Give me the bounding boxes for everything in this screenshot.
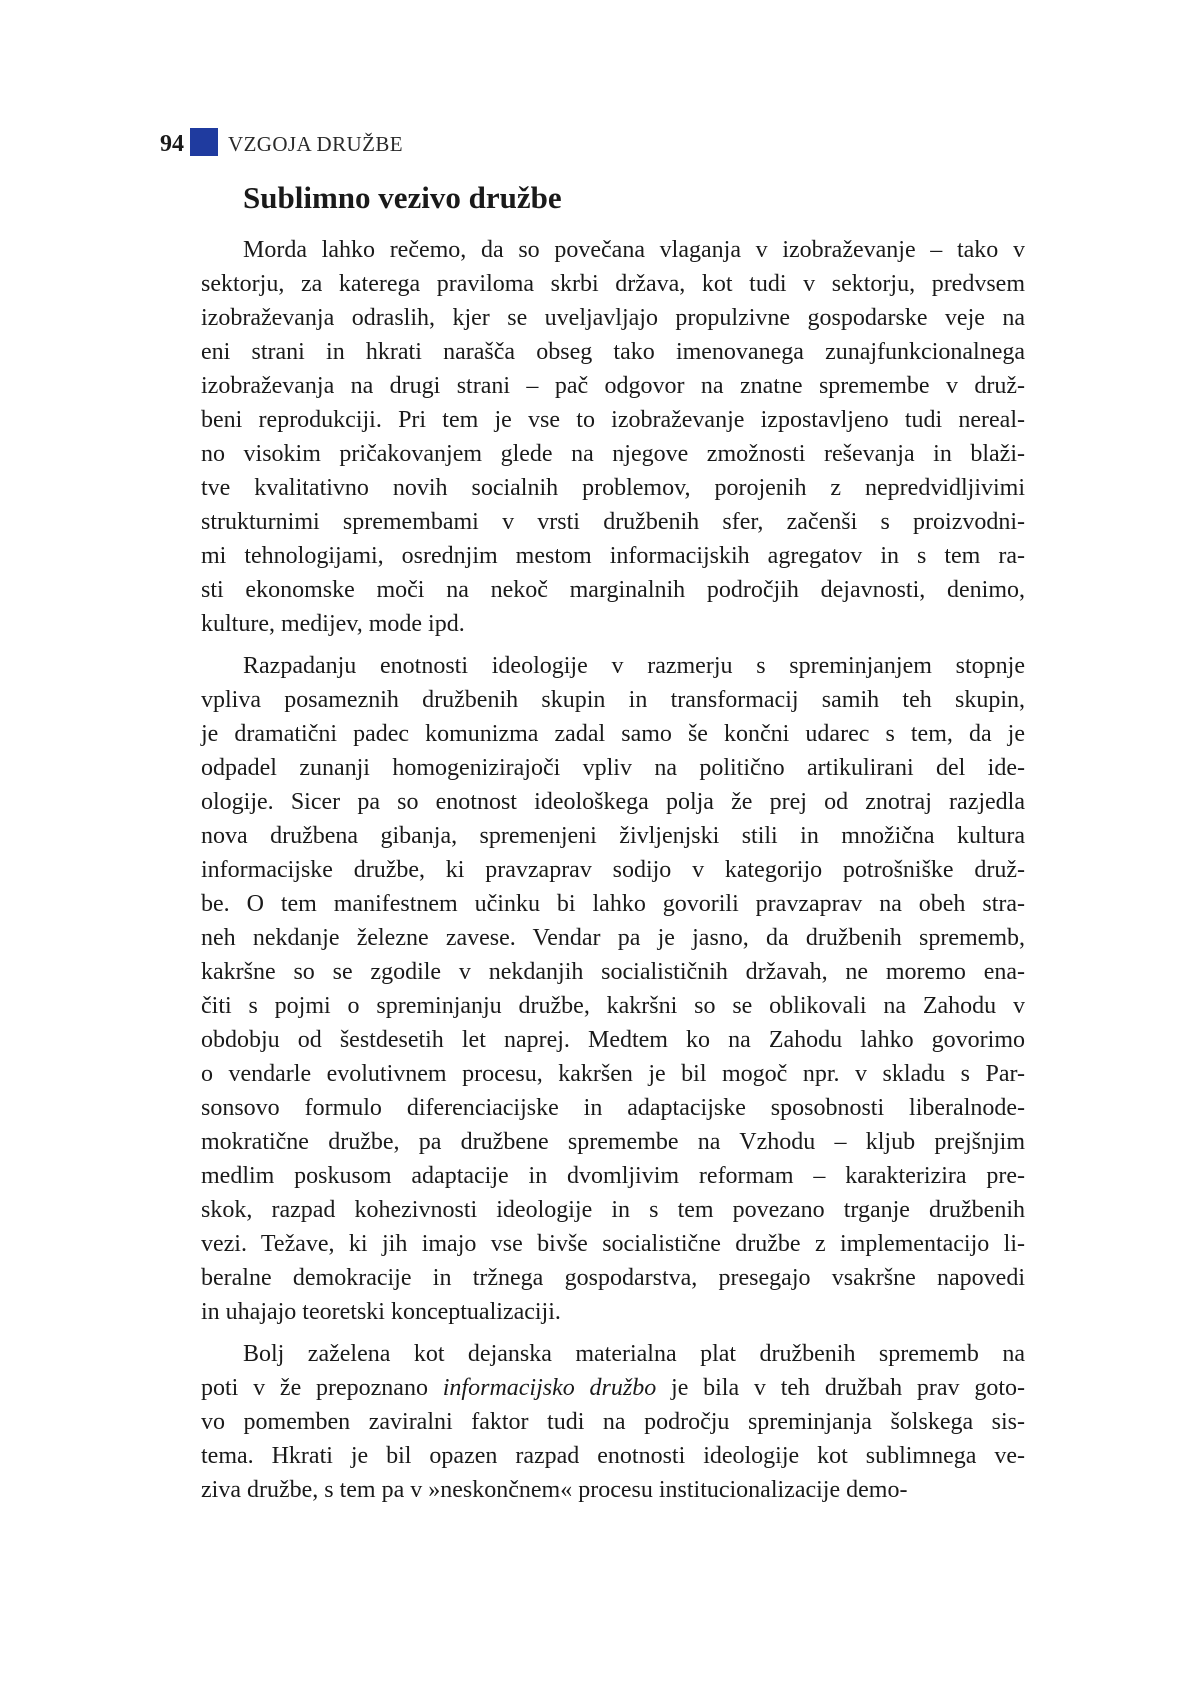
header-accent-square — [190, 128, 218, 156]
text-run: poti v že prepoznano — [201, 1375, 443, 1401]
text-line: nova družbena gibanja, spremenjeni življenjski stili in množična kultura — [201, 823, 1025, 849]
text-line: ziva družbe, s tem pa v »neskončnem« procesu institucionalizacije demo- — [201, 1477, 908, 1503]
text-line: medlim poskusom adaptacije in dvomljivim reformam – karakterizira pre- — [201, 1163, 1025, 1189]
running-head — [160, 126, 403, 156]
text-line: o vendarle evolutivnem procesu, kakršen je bil mogoč npr. v skladu s Par- — [201, 1061, 1025, 1087]
text-line: informacijske družbe, ki pravzaprav sodijo v kategorijo potrošniške druž- — [201, 857, 1025, 883]
text-line: je dramatični padec komunizma zadal samo še končni udarec s tem, da je — [201, 721, 1025, 747]
text-line: sti ekonomske moči na nekoč marginalnih področjih dejavnosti, denimo, — [201, 577, 1025, 603]
section-title: Sublimno vezivo družbe — [243, 180, 562, 215]
text-line: kakršne so se zgodile v nekdanjih socialističnih državah, ne moremo ena- — [201, 959, 1025, 985]
text-line: strukturnimi spremembami v vrsti družbenih sfer, začenši s proizvodni- — [201, 509, 1025, 535]
text-line: Morda lahko rečemo, da so povečana vlaganja v izobraževanje – tako v — [243, 237, 1025, 263]
text-line: Bolj zaželena kot dejanska materialna plat družbenih sprememb na — [243, 1341, 1025, 1367]
text-line: eni strani in hkrati narašča obseg tako imenovanega zunajfunkcionalnega — [201, 339, 1025, 365]
text-line — [201, 1371, 1025, 1405]
text-line: neh nekdanje železne zavese. Vendar pa je jasno, da družbenih sprememb, — [201, 925, 1025, 951]
text-line: mokratične družbe, pa družbene spremembe na Vzhodu – kljub prejšnjim — [201, 1129, 1025, 1155]
text-line: sektorju, za katerega praviloma skrbi država, kot tudi v sektorju, predvsem — [201, 271, 1025, 297]
paragraph — [201, 649, 1025, 1329]
text-line: čiti s pojmi o spreminjanju družbe, kakršni so se oblikovali na Zahodu v — [201, 993, 1025, 1019]
text-line: Razpadanju enotnosti ideologije v razmerju s spreminjanjem stopnje — [243, 653, 1025, 679]
text-line: vo pomemben zaviralni faktor tudi na področju spreminjanja šolskega sis- — [201, 1409, 1025, 1435]
text-line: kulture, medijev, mode ipd. — [201, 611, 465, 637]
text-line: izobraževanja na drugi strani – pač odgovor na znatne spremembe v druž- — [201, 373, 1025, 399]
text-line: be. O tem manifestnem učinku bi lahko govorili pravzaprav na obeh stra- — [201, 891, 1025, 917]
text-line: odpadel zunanji homogenizirajoči vpliv na politično artikulirani del ide- — [201, 755, 1025, 781]
paragraph — [201, 1337, 1025, 1507]
text-line: tema. Hkrati je bil opazen razpad enotnosti ideologije kot sublimnega ve- — [201, 1443, 1025, 1469]
body-text — [201, 233, 1025, 1515]
text-line: skok, razpad kohezivnosti ideologije in s tem povezano trganje družbenih — [201, 1197, 1025, 1223]
text-line: vezi. Težave, ki jih imajo vse bivše socialistične družbe z implementacijo li- — [201, 1231, 1025, 1257]
paragraph — [201, 233, 1025, 641]
text-line: beni reprodukciji. Pri tem je vse to izobraževanje izpostavljeno tudi nereal- — [201, 407, 1025, 433]
text-line: obdobju od šestdesetih let naprej. Medtem ko na Zahodu lahko govorimo — [201, 1027, 1025, 1053]
text-line: sonsovo formulo diferenciacijske in adaptacijske sposobnosti liberalnode- — [201, 1095, 1025, 1121]
text-line: no visokim pričakovanjem glede na njegove zmožnosti reševanja in blaži- — [201, 441, 1025, 467]
running-title: VZGOJA DRUŽBE — [228, 132, 403, 156]
text-run: je bila v teh družbah prav goto- — [656, 1375, 1026, 1401]
text-line: in uhajajo teoretski konceptualizaciji. — [201, 1299, 561, 1325]
text-line: mi tehnologijami, osrednjim mestom informacijskih agregatov in s tem ra- — [201, 543, 1025, 569]
text-line: tve kvalitativno novih socialnih problemov, porojenih z nepredvidljivimi — [201, 475, 1025, 501]
text-line: izobraževanja odraslih, kjer se uveljavljajo propulzivne gospodarske veje na — [201, 305, 1025, 331]
page-number: 94 — [160, 131, 184, 157]
text-line: ologije. Sicer pa so enotnost ideološkega polja že prej od znotraj razjedla — [201, 789, 1025, 815]
italic-term: informacijsko družbo — [442, 1375, 657, 1401]
text-line: vpliva posameznih družbenih skupin in transformacij samih teh skupin, — [201, 687, 1025, 713]
text-line: beralne demokracije in tržnega gospodarstva, presegajo vsakršne napovedi — [201, 1265, 1025, 1291]
